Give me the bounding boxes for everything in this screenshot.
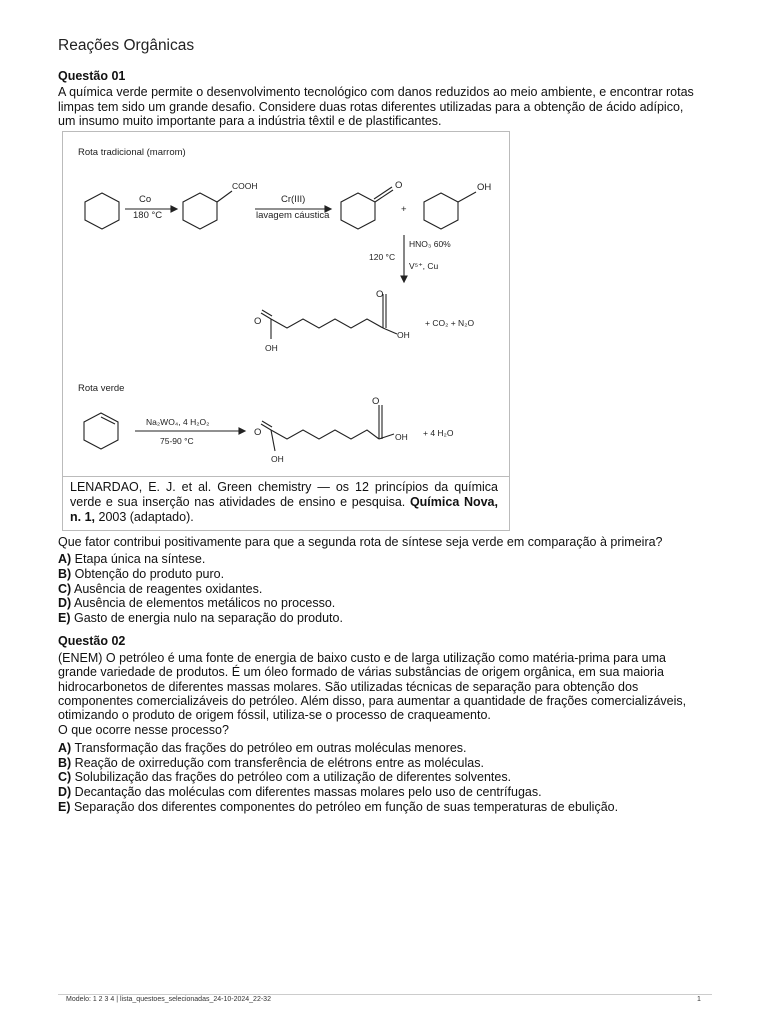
citation-journal: Química Nova, n. 1, — [70, 495, 498, 524]
option-letter: D) — [58, 596, 72, 610]
footer-model-info: Modelo: 1 2 3 4 | lista_questoes_selecionadas_24-10-2024_22-32 — [66, 996, 271, 1003]
footer-divider — [58, 994, 712, 995]
question-01-option-b[interactable] — [58, 567, 224, 582]
adipic-acid-structure-2 — [271, 430, 379, 439]
option-letter: A) — [58, 741, 72, 755]
acid-2-oh-left: OH — [271, 454, 284, 464]
option-text: Ausência de elementos metálicos no processo. — [71, 596, 336, 610]
option-text: Etapa única na síntese. — [71, 552, 206, 566]
cyclohexene-structure — [84, 413, 118, 449]
option-letter: E) — [58, 611, 71, 625]
reaction-figure — [62, 131, 510, 531]
step-3-temperature: 120 °C — [369, 252, 396, 262]
question-02-option-c[interactable] — [58, 770, 511, 785]
question-01-option-c[interactable] — [58, 582, 262, 597]
question-02-option-b[interactable] — [58, 756, 484, 771]
cyclohexane-structure — [85, 193, 119, 229]
acid-1-oxygen-left: O — [254, 316, 262, 327]
route-1-byproducts: + CO₂ + N₂O — [425, 318, 475, 328]
footer-page-number: 1 — [697, 996, 701, 1003]
question-02-intro-line-3: hidrocarbonetos de diferentes massas molares. São utilizadas técnicas de separação para obtenção dos — [58, 680, 639, 694]
cyclohexyl-hydroperoxide-structure — [183, 193, 217, 229]
step-4-reagents: Na₂WO₄, 4 H₂O₂ — [146, 417, 210, 427]
step-2-reagent: Cr(III) — [281, 194, 306, 205]
step-1-catalyst: Co — [139, 194, 152, 205]
option-text: Transformação das frações do petróleo em outras moléculas menores. — [71, 741, 467, 755]
option-letter: B) — [58, 756, 72, 770]
question-01-option-d[interactable] — [58, 596, 335, 611]
option-text: Decantação das moléculas com diferentes massas molares pelo uso de centrífugas. — [71, 785, 542, 799]
step-3-catalyst: V⁵⁺, Cu — [409, 261, 439, 271]
plus-sign: + — [401, 204, 407, 215]
option-text: Separação dos diferentes componentes do petróleo em função de suas temperaturas de ebulição. — [70, 800, 619, 814]
cooh-label: COOH — [232, 181, 258, 191]
acid-1-oxygen-right: O — [376, 289, 384, 300]
acid-1-oh-left: OH — [265, 343, 278, 353]
route-1-label: Rota tradicional (marrom) — [78, 147, 186, 158]
figure-citation — [62, 480, 506, 525]
option-letter: D) — [58, 785, 72, 799]
acid-2-oxygen-left: O — [254, 427, 262, 438]
option-text: Ausência de reagentes oxidantes. — [71, 582, 263, 596]
step-1-temperature: 180 °C — [133, 210, 163, 221]
page-title: Reações Orgânicas — [58, 37, 195, 54]
citation-tail: 2003 (adaptado). — [95, 510, 194, 524]
question-01-option-a[interactable] — [58, 552, 205, 567]
question-01-intro-line-3: um insumo muito importante para a indústria têxtil e de plastificantes. — [58, 114, 442, 128]
question-02-option-e[interactable] — [58, 800, 618, 815]
reaction-scheme — [63, 132, 509, 477]
question-01-heading: Questão 01 — [58, 69, 126, 83]
question-02-heading: Questão 02 — [58, 634, 126, 648]
option-letter: A) — [58, 552, 72, 566]
option-text: Obtenção do produto puro. — [71, 567, 225, 581]
question-01-intro-line-2: limpas tem sido um grande desafio. Considere duas rotas diferentes utilizadas para a obtenção de ácido adípico, — [58, 100, 684, 114]
question-01-prompt: Que fator contribui positivamente para que a segunda rota de síntese seja verde em comparação à primeira? — [58, 535, 663, 549]
option-letter: B) — [58, 567, 72, 581]
alcohol-oh-label: OH — [477, 182, 492, 193]
cyclohexanone-structure — [341, 193, 375, 229]
citation-text: LENARDAO, E. J. et al. Green chemistry — os 12 princípios da química verde e sua inserção nas atividades de ensino e pesquisa. — [70, 480, 498, 509]
adipic-acid-structure-1 — [271, 319, 383, 328]
acid-1-oh-right: OH — [397, 330, 410, 340]
step-3-reagent: HNO₃ 60% — [409, 239, 451, 249]
option-text: Reação de oxirredução com transferência de elétrons entre as moléculas. — [71, 756, 484, 770]
question-02-intro-line-1: (ENEM) O petróleo é uma fonte de energia de baixo custo e de larga utilização como matéria-prima para uma — [58, 651, 666, 665]
route-2-byproducts: + 4 H₂O — [423, 428, 454, 438]
step-2-condition: lavagem cáustica — [256, 210, 330, 221]
question-02-option-d[interactable] — [58, 785, 542, 800]
question-02-intro-line-4: componentes comercializáveis do petróleo. Além disso, para aumentar a quantidade de frações comercializáveis, — [58, 694, 687, 708]
question-02-intro-line-5: otimizando o produto de origem fóssil, utiliza-se o processo de craqueamento. — [58, 708, 491, 722]
option-text: Gasto de energia nulo na separação do produto. — [70, 611, 343, 625]
option-text: Solubilização das frações do petróleo com a utilização de diferentes solventes. — [71, 770, 512, 784]
question-02-intro-line-2: grande variedade de produtos. É um óleo formado de várias substâncias de origem orgânica, em sua maioria — [58, 665, 664, 679]
step-4-temperature: 75-90 °C — [160, 436, 194, 446]
acid-2-oxygen-right: O — [372, 396, 380, 407]
cyclohexanol-structure — [424, 193, 458, 229]
question-01-intro-line-1: A química verde permite o desenvolvimento tecnológico com danos reduzidos ao meio ambiente, e encontrar rotas — [58, 85, 694, 99]
route-2-label: Rota verde — [78, 383, 125, 394]
acid-2-oh-right: OH — [395, 432, 408, 442]
question-01-option-e[interactable] — [58, 611, 343, 626]
question-02-option-a[interactable] — [58, 741, 467, 756]
option-letter: E) — [58, 800, 71, 814]
option-letter: C) — [58, 770, 72, 784]
question-02-prompt: O que ocorre nesse processo? — [58, 723, 229, 737]
ketone-oxygen-label: O — [395, 180, 403, 191]
option-letter: C) — [58, 582, 72, 596]
